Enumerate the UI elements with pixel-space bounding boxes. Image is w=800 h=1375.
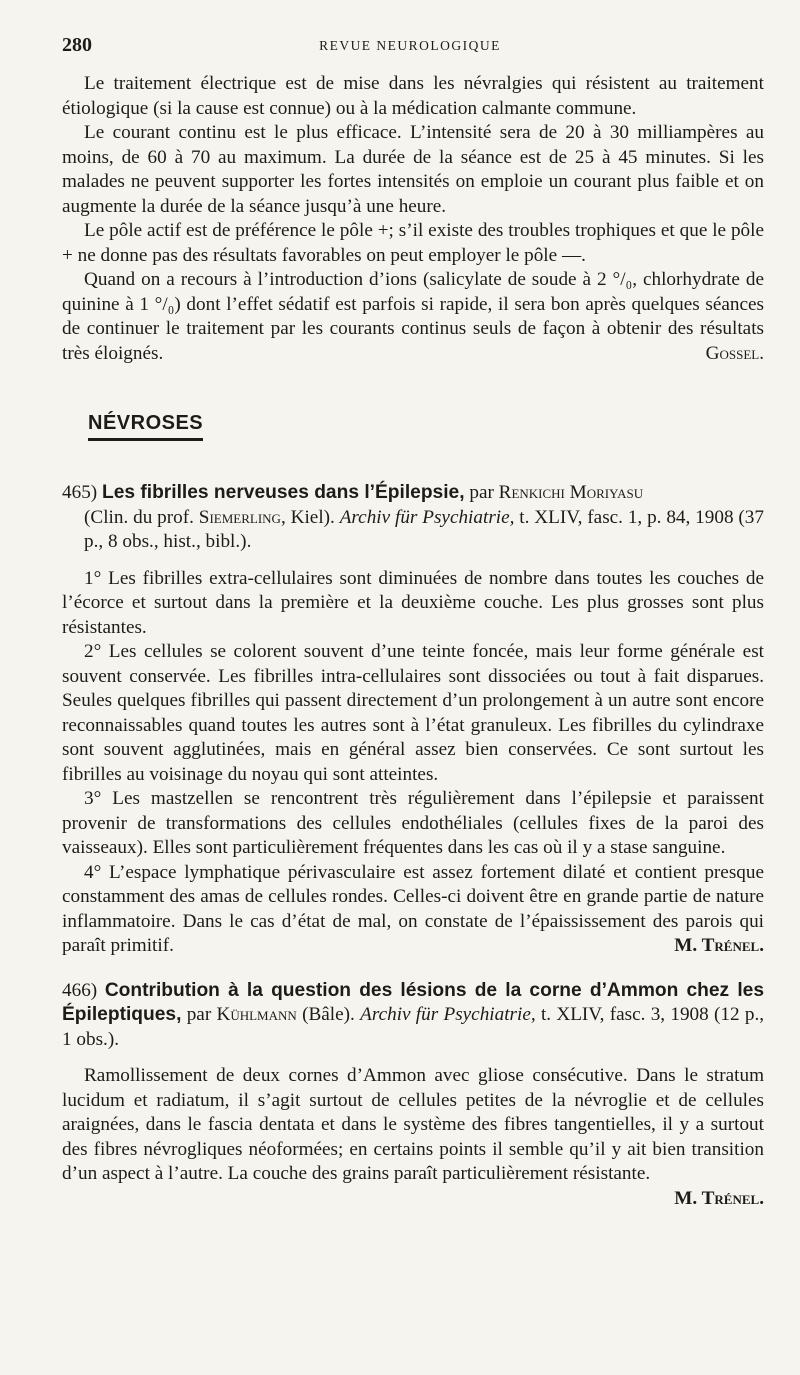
spacer	[62, 555, 764, 567]
intro-paragraph-3: Le pôle actif est de préférence le pôle +; s’il existe des troubles trophiques et que le pôle + ne donne pas des résultats favorables on peut employer le pôle —.	[62, 220, 764, 266]
article-2-journal: Archiv für Psychiatrie,	[360, 1004, 536, 1025]
spacer	[62, 1052, 764, 1064]
article-2-text	[62, 1064, 764, 1209]
article-1-lab-open: (Clin. du prof.	[84, 506, 194, 528]
article-1-by: par	[469, 482, 494, 503]
article-2-header	[62, 979, 764, 1053]
article-1-ref: t. XLIV, fasc. 1, p. 84, 1908 (37 p., 8 obs., hist., bibl.).	[84, 506, 764, 552]
article-1-point-4	[62, 861, 764, 959]
article-1-point-3: 3° Les mastzellen se rencontrent très régulièrement dans l’épilepsie et paraissent provenir de transformations des cellules endothéliales (cellules fixes de la paroi des vaisseaux). Elles sont particulièrement fréquentes dans les cas où il y a stase sanguine.	[62, 788, 764, 858]
article-1-lab-name: Siemerling	[198, 506, 281, 528]
article-1-point-1: 1° Les fibrilles extra-cellulaires sont diminuées de nombre dans toutes les couches de l’écorce et surtout dans la première et la deuxième couche. Les plus grosses sont plus résistantes.	[62, 567, 764, 638]
article-2-title: Contribution à la question des lésions de la corne d’Ammon chez les Épileptiques,	[62, 979, 764, 1025]
article-1-signature: M. Trénel.	[674, 935, 764, 956]
article-2-number: 466)	[62, 979, 98, 1001]
article-1-title: Les fibrilles nerveuses dans l’Épilepsie,	[101, 482, 465, 503]
article-1-author: Renkichi Moriyasu	[498, 482, 644, 503]
intro-paragraph-4-text: Quand on a recours à l’introduction d’ions (salicylate de soude à 2 °/₀, chlorhydrate de quinine à 1 °/₀) dont l’effet sédatif est parfois si rapide, il sera bon après quelques séances de continuer le traitement par les courants continus seuls de façon à obtenir des résultats très éloignés.	[62, 269, 764, 364]
running-head: REVUE NEUROLOGIQUE	[319, 38, 501, 53]
page-number: 280	[62, 34, 92, 56]
article-1-point-4-text: 4° L’espace lymphatique périvasculaire est assez fortement dilaté et contient presque constamment des amas de cellules rondes. Celles-ci doivent être en grande partie de nature inflammatoire. Dans le cas d’état de mal, on constate de l’épaississement des parois qui paraît primitif.	[62, 861, 764, 956]
article-1-point-2: 2° Les cellules se colorent souvent d’une teinte foncée, mais leur forme générale est souvent conservée. Les fibrilles intra-cellulaires sont dissociées ou tout à fait disparues. Seules quelques fibrilles qui passent directement d’un prolongement à un autre sont encore reconnaissables quand toutes les autres sont à l’état granuleux. Les fibrilles du cylindraxe sont souvent agglutinées, mais en général assez bien conservées. Ce sont surtout les fibrilles au voisinage du noyau qui sont atteintes.	[62, 641, 764, 785]
section-underline	[88, 438, 203, 441]
section-heading	[88, 412, 203, 441]
page-header	[62, 34, 758, 62]
article-1-reference	[62, 506, 764, 555]
article-2-by: par	[186, 1004, 212, 1025]
article-2-author: Kühlmann	[216, 1004, 297, 1025]
intro-paragraph-1: Le traitement électrique est de mise dans les névralgies qui résistent au traitement étiologique (si la cause est connue) ou à la médication calmante commune.	[62, 73, 764, 119]
section-title: NÉVROSES	[88, 412, 204, 434]
page-body	[62, 72, 764, 1211]
article-1-lab-close: , Kiel).	[280, 506, 335, 528]
spacer	[62, 959, 764, 979]
intro-paragraph-4	[62, 268, 764, 366]
article-2-body: Ramollissement de deux cornes d’Ammon avec gliose consécutive. Dans le stratum lucidum et radiatum, il s’agit surtout de cellules petites de la névroglie et de cellules araignées, dans le fascia dentata et dans le système des fibres tangentielles, il y a surtout des fibres névrogliques néoformées; en certains points il semble qu’il y ait bien transition d’un aspect à l’autre. La couche des grains paraît particulièrement résistante.	[62, 1065, 764, 1184]
article-2-signature: M. Trénel.	[674, 1187, 764, 1209]
intro-paragraph-2: Le courant continu est le plus efficace. L’intensité sera de 20 à 30 milliampères au moins, de 60 à 70 au maximum. La durée de la séance est de 25 à 45 minutes. Si les malades ne peuvent supporter les fortes intensités on emploie un courant plus faible et on augmente la durée de la séance jusqu’à une heure.	[62, 122, 764, 217]
intro-signature: Gossel.	[705, 342, 764, 364]
article-1-journal: Archiv für Psychiatrie,	[339, 506, 515, 528]
article-1-number: 465)	[62, 482, 98, 503]
article-2-city: (Bâle).	[302, 1004, 355, 1025]
article-1-header	[62, 481, 764, 506]
article-2-ref: t. XLIV, fasc. 3, 1908 (12 p., 1 obs.).	[62, 1004, 765, 1050]
